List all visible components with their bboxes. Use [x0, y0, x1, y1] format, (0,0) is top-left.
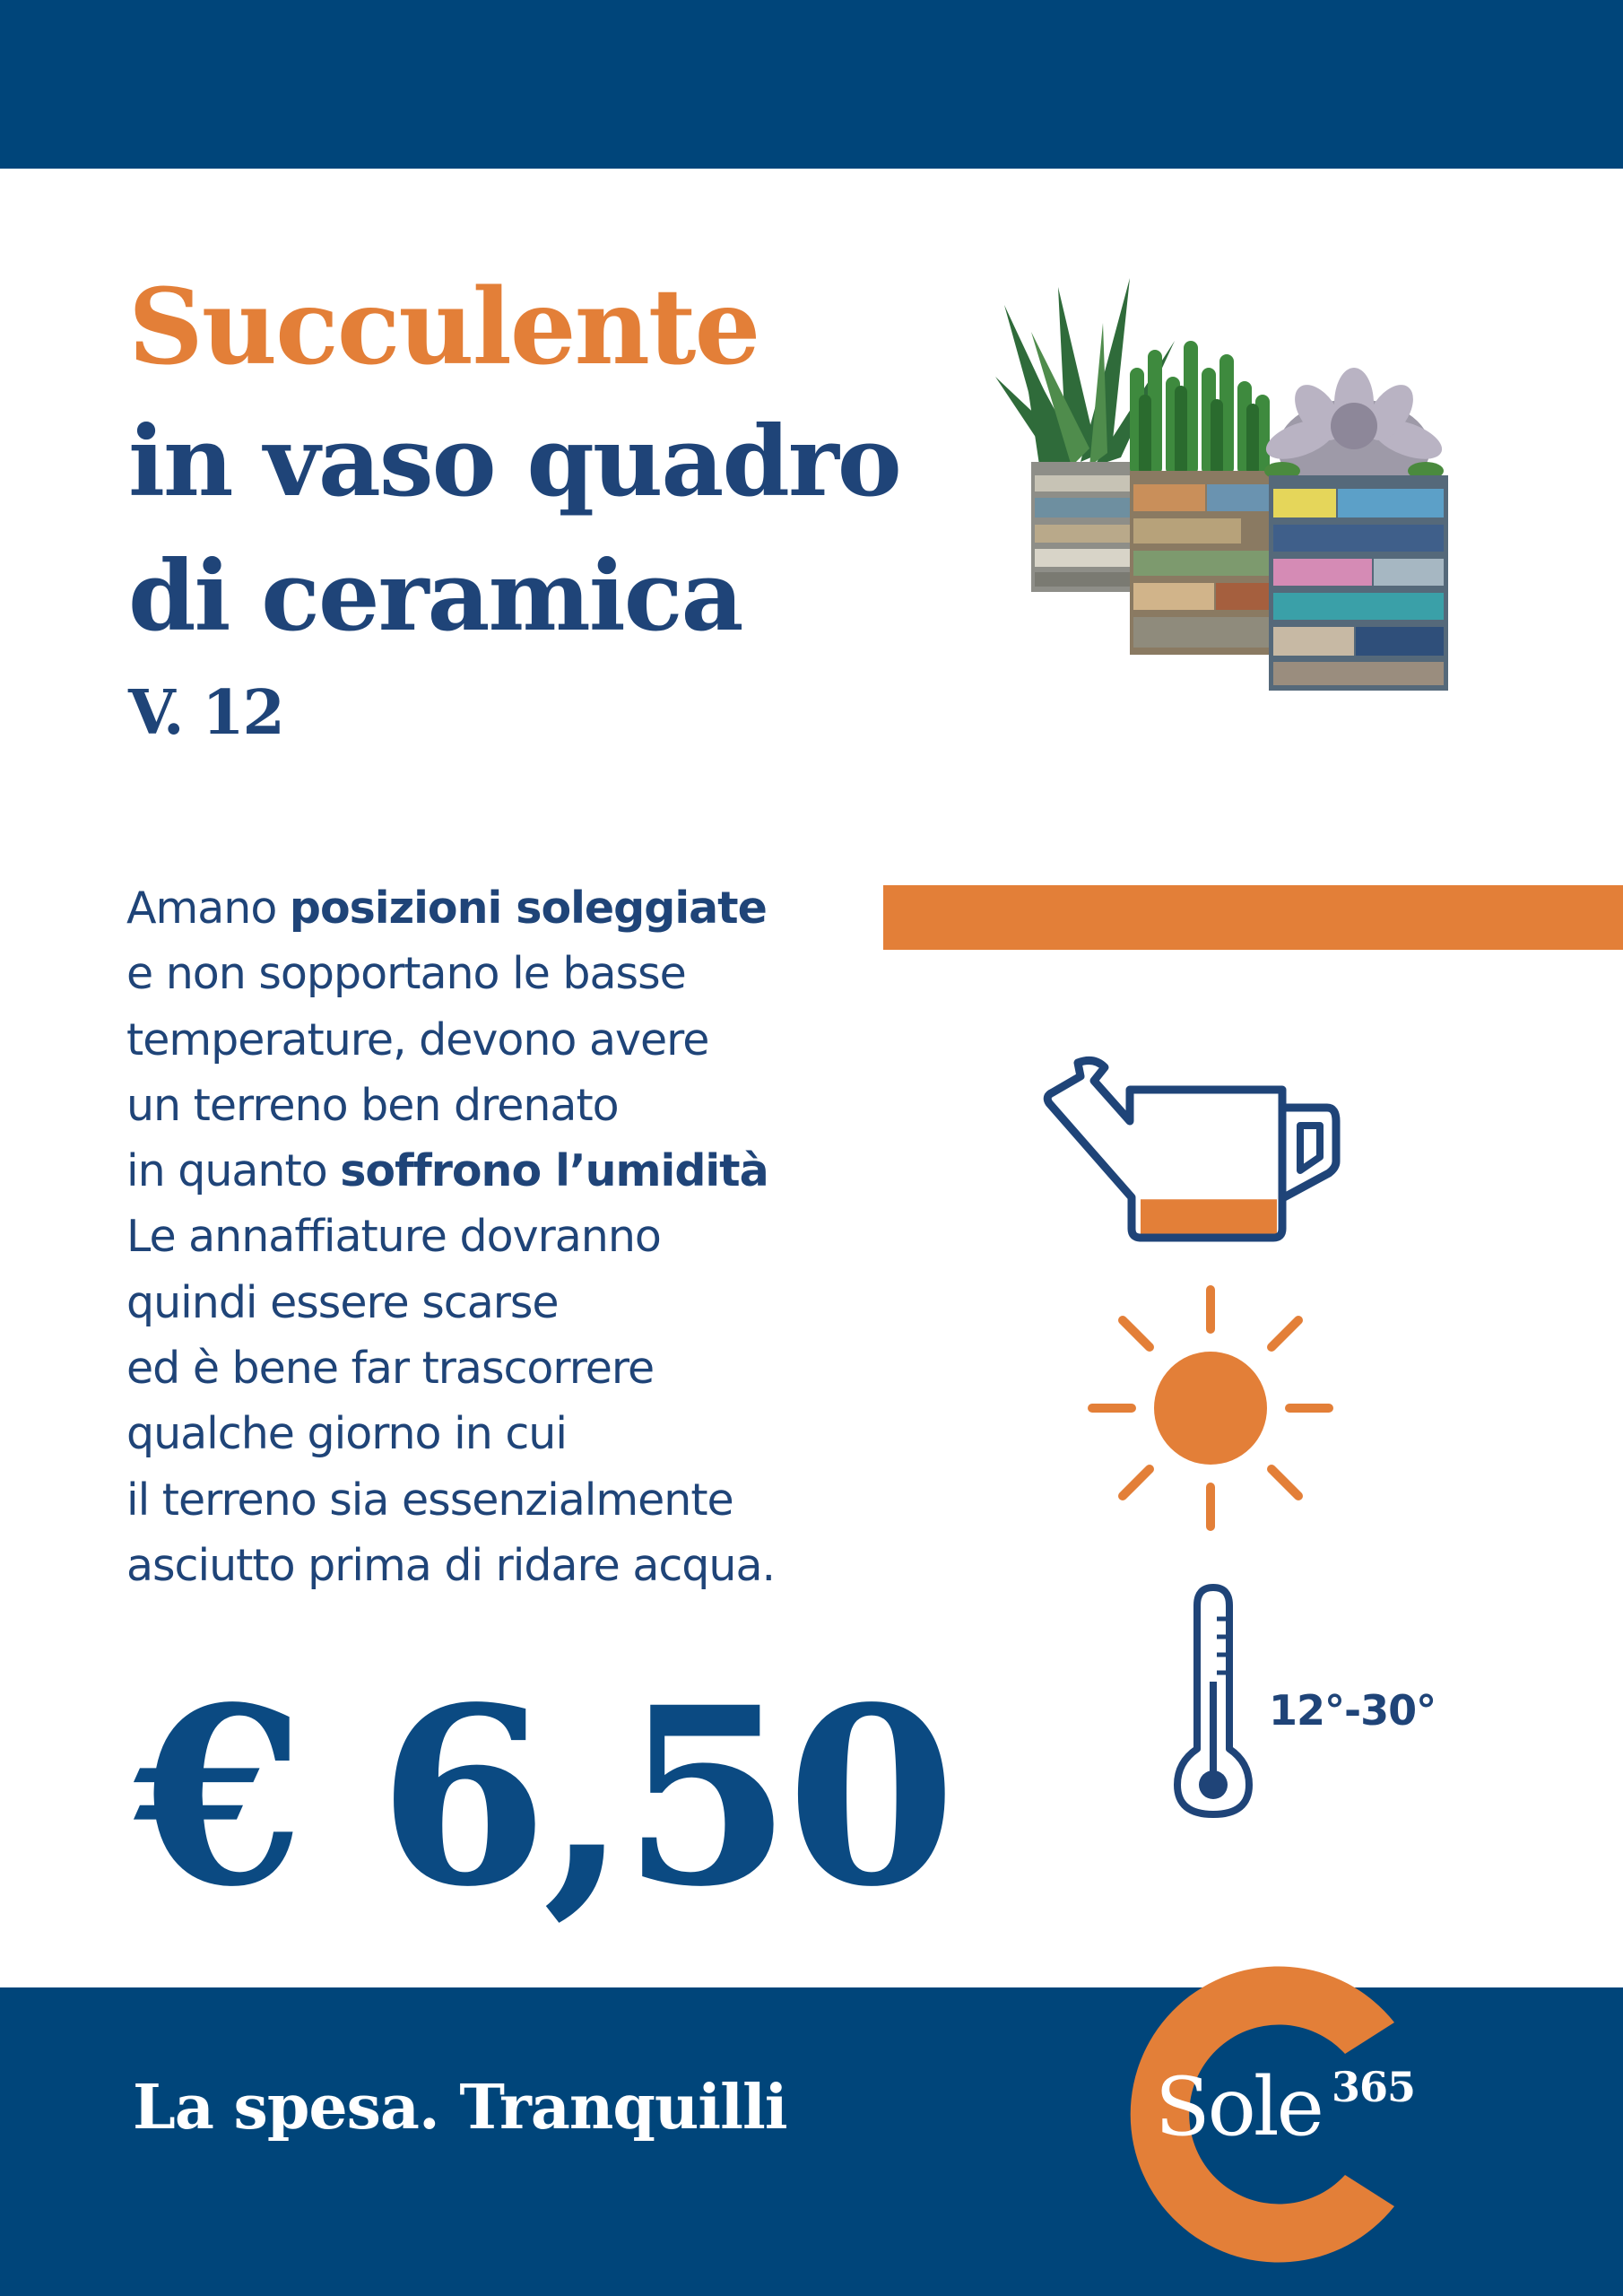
title-line-ceramica: di ceramica: [128, 540, 742, 653]
desc-line: qualche giorno in cui: [126, 1408, 567, 1460]
title-line-vaso: in vaso quadro: [128, 405, 900, 518]
slogan: La spesa. Tranquilli: [133, 2072, 787, 2144]
desc-line: Amano posizioni soleggiate: [126, 883, 767, 934]
desc-line: il terreno sia essenzialmente: [126, 1474, 733, 1526]
desc-line: quindi essere scarse: [126, 1276, 559, 1328]
desc-line: temperature, devono avere: [126, 1013, 709, 1065]
desc-line: un terreno ben drenato: [126, 1079, 619, 1131]
watering-can-icon: [1040, 1049, 1345, 1251]
desc-line: e non sopportano le basse: [126, 948, 686, 1000]
product-size: V. 12: [128, 677, 283, 749]
title-line-succulente: Succulente: [128, 266, 759, 388]
desc-line: asciutto prima di ridare acqua.: [126, 1539, 776, 1591]
care-description: [126, 875, 898, 1598]
sun-icon: [1085, 1283, 1345, 1534]
accent-bar: [883, 885, 1623, 950]
top-banner: [0, 0, 1623, 169]
product-image: [995, 269, 1471, 789]
brand-number: 365: [1332, 2063, 1416, 2111]
desc-line: in quanto soffrono l’umidità: [126, 1145, 768, 1197]
thermometer-icon: [1170, 1583, 1260, 1821]
desc-line: Le annaffiature dovranno: [126, 1211, 661, 1263]
price: € 6,50: [135, 1655, 951, 1941]
brand-name: Sole: [1155, 2060, 1322, 2154]
product-title: [128, 260, 900, 762]
desc-line: ed è bene far trascorrere: [126, 1343, 655, 1395]
desc-highlight: posizioni soleggiate: [289, 883, 767, 934]
desc-highlight: soffrono l’umidità: [340, 1145, 768, 1197]
temperature-range: 12°-30°: [1269, 1686, 1436, 1735]
